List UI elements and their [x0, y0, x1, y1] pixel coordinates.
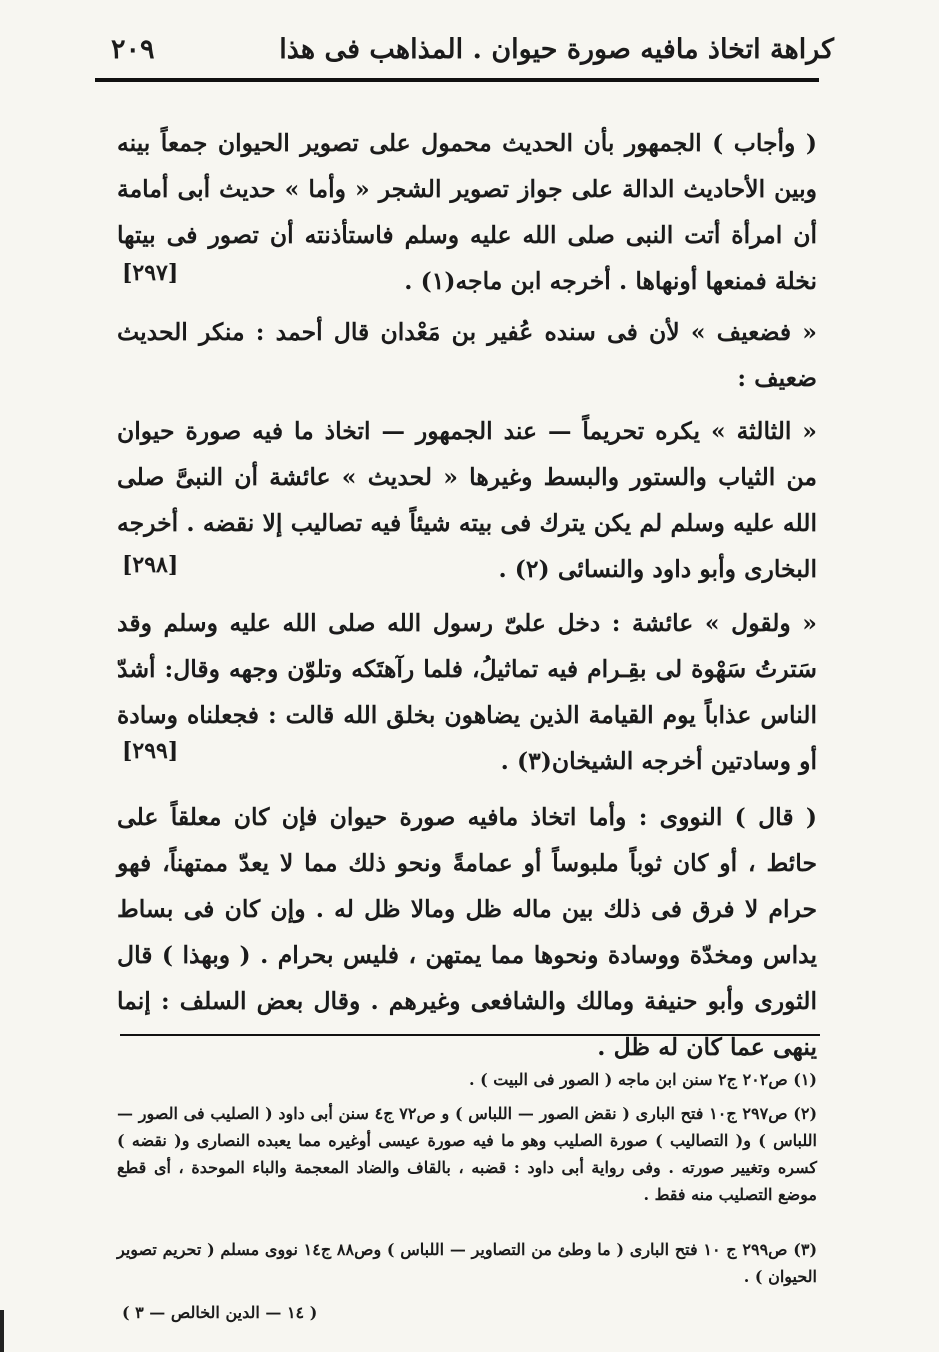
scan-edge	[0, 1310, 4, 1352]
footnote-2: (٢) ص٢٩٧ ج١٠ فتح البارى ( نقض الصور — اللباس ) و ص٧٢ ج٤ سنن أبى داود ( الصليب فى الصور — اللباس ) و( التصاليب ) صورة الصليب وهو ما فيه صورة عيسى أوغيره مما يعبده النصارى و( نقضه ) كسره وتغيير صورته . وفى رواية أبى داود : قضبه ، بالقاف والضاد المعجمة والباء الموحدة ، أى قطع موضع التصليب منه فقط .	[117, 1104, 818, 1204]
paragraph-aisha-hadith: « ولقول » عائشة : دخل علىّ رسول الله صلى الله عليه وسلم وقد سَترتُ سَهْوة لى بقِـرام فيه تماثيلُ، فلما رآهتَكه وتلوّن وجهه وقال: أشدّ الناس عذاباً يوم القيامة الذين يضاهون بخلق الله قالت : فجعلناه وسادة أو وسادتين أخرجه الشيخان(٣) .	[117, 609, 817, 775]
paragraph-nawawi: ( قال ) النووى : وأما اتخاذ مافيه صورة حيوان فإن كان معلقاً على حائط ، أو كان ثوباً ملبوساً أو عمامةً ونحو ذلك مما لا يعدّ ممتهناً، فهو حرام لا فرق فى ذلك بين ماله ظل ومالا ظل له . وإن كان فى بساط يداس ومخدّة ووسادة ونحوها مما يمتهن ، فليس بحرام . ( وبهذا ) قال الثورى وأبو حنيفة ومالك والشافعى وغيرهم . وقال بعض السلف : إنما ينهى عما كان له ظل .	[117, 803, 817, 1061]
hadith-number-297: [٢٩٧]	[122, 260, 179, 286]
running-header	[105, 28, 834, 74]
footnote-separator	[120, 1034, 820, 1036]
header-rule	[95, 78, 819, 82]
footnote-1: (١) ص٢٠٢ ج٢ سنن ابن ماجه ( الصور فى البيت ) .	[468, 1070, 817, 1089]
page-number: ٢٠٩	[111, 34, 155, 65]
running-title: كراهة اتخاذ مافيه صورة حيوان . المذاهب فى هذا	[279, 34, 834, 65]
hadith-number-298: [٢٩٨]	[122, 552, 179, 578]
paragraph-weak-chain: « فضعيف » لأن فى سنده عُفير بن مَعْدان قال أحمد : منكر الحديث ضعيف :	[117, 318, 817, 392]
hadith-number-299: [٢٩٩]	[122, 738, 179, 764]
paragraph-third-ruling: « الثالثة » يكره تحريماً — عند الجمهور — اتخاذ ما فيه صورة حيوان من الثياب والستور والبسط وغيرها « لحديث » عائشة أن النبىَّ صلى الله عليه وسلم لم يكن يترك فى بيته شيئاً فيه تصاليب إلا نقضه . أخرجه البخارى وأبو داود والنسائى (٢) .	[117, 417, 817, 583]
footnote-3: (٣) ص٢٩٩ ج ١٠ فتح البارى ( ما وطئ من التصاوير — اللباس ) وص٨٨ ج١٤ نووى مسلم ( تحريم تصوير الحيوان ) .	[117, 1240, 818, 1286]
signature-mark: ( ١٤ — الدين الخالص — ٣ )	[122, 1303, 318, 1322]
paragraph-answer-majority: ( وأجاب ) الجمهور بأن الحديث محمول على تصوير الحيوان جمعاً بينه وبين الأحاديث الدالة على جواز تصوير الشجر « وأما » حديث أبى أمامة أن امرأة أتت النبى صلى الله عليه وسلم فاستأذنته أن تصور فى بيتها نخلة فمنعها أونهاها . أخرجه ابن ماجه(١) .	[117, 129, 817, 295]
